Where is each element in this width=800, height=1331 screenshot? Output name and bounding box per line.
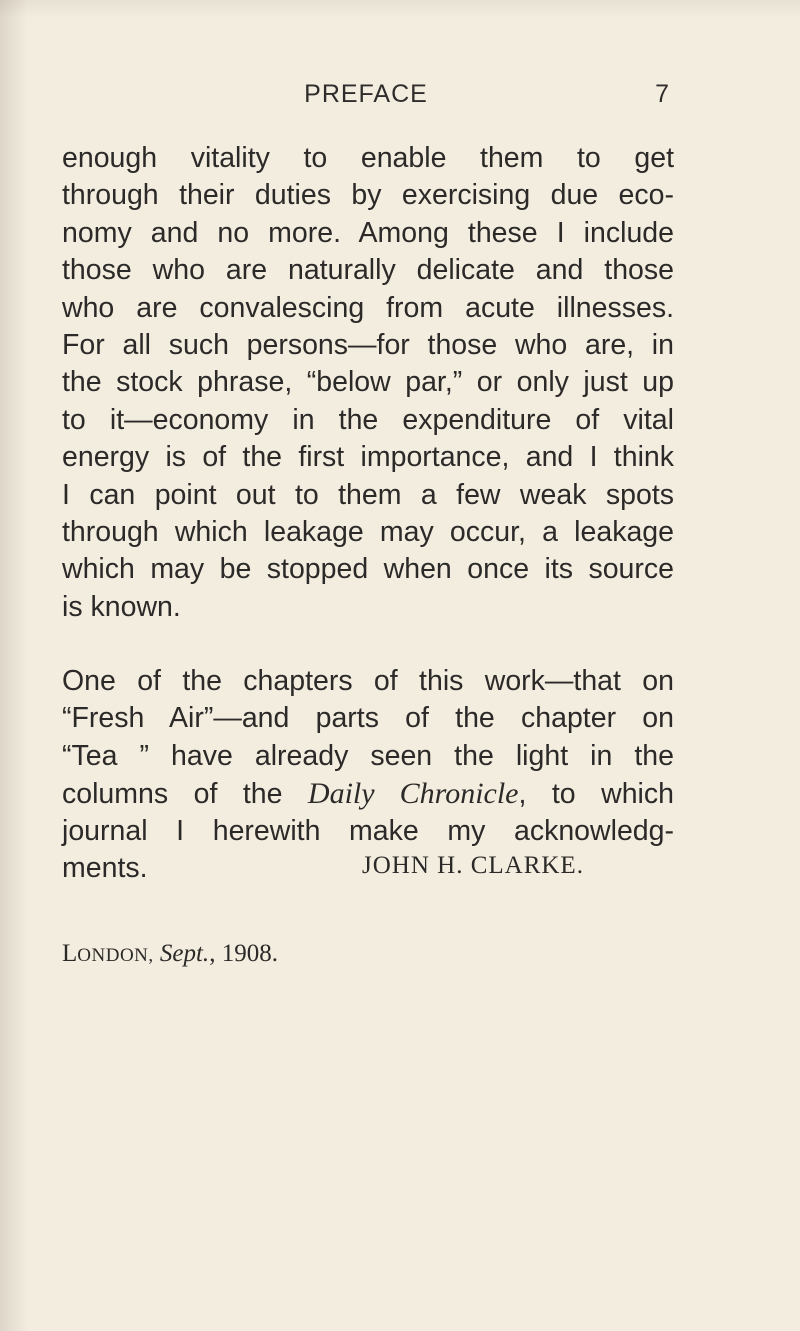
text-line-with-italic: [62, 775, 674, 812]
newspaper-title: Daily Chronicle: [307, 777, 519, 811]
text-line: I can point out to them a few weak spots: [62, 478, 674, 511]
page-number: 7: [655, 80, 670, 108]
text-line: is known.: [62, 590, 181, 623]
paragraph-gap: [62, 626, 674, 663]
body-text: [62, 140, 674, 887]
text-line: “Fresh Air”—and parts of the chapter on: [62, 702, 674, 735]
text-line: One of the chapters of this work—that on: [62, 665, 674, 698]
text-line: journal I herewith make my acknowledg-: [62, 814, 674, 847]
running-title: PREFACE: [304, 80, 428, 108]
text-line: For all such persons—for those who are, in: [62, 328, 674, 361]
text-line: through their duties by exercising due eco-: [62, 179, 674, 212]
text-line: nomy and no more. Among these I include: [62, 216, 674, 249]
text-fragment: columns of the: [62, 778, 308, 811]
text-line: through which leakage may occur, a leakage: [62, 515, 674, 548]
place-initial: L: [62, 940, 78, 967]
text-line: enough vitality to enable them to get: [62, 142, 674, 174]
text-line: those who are naturally delicate and those: [62, 254, 674, 287]
text-line: ments.: [62, 852, 148, 885]
page-edge-shadow: [0, 0, 28, 1331]
paragraph-1: [62, 140, 674, 626]
dateline: [62, 940, 278, 968]
text-line: energy is of the first importance, and I think: [62, 441, 674, 474]
page-top-shadow: [0, 0, 800, 18]
place-rest: ONDON,: [77, 945, 154, 966]
running-head: [62, 80, 670, 120]
author-signature: JOHN H. CLARKE.: [362, 852, 584, 879]
date-month: Sept.: [159, 940, 210, 967]
text-line: to it—economy in the expenditure of vital: [62, 403, 674, 436]
text-fragment: , to which: [518, 778, 674, 811]
text-line: the stock phrase, “below par,” or only just up: [62, 366, 674, 399]
text-line: which may be stopped when once its source: [62, 553, 674, 586]
date-year: , 1908.: [209, 940, 278, 967]
text-line: who are convalescing from acute illnesses.: [62, 291, 674, 324]
text-line: “Tea ” have already seen the light in the: [62, 739, 674, 772]
